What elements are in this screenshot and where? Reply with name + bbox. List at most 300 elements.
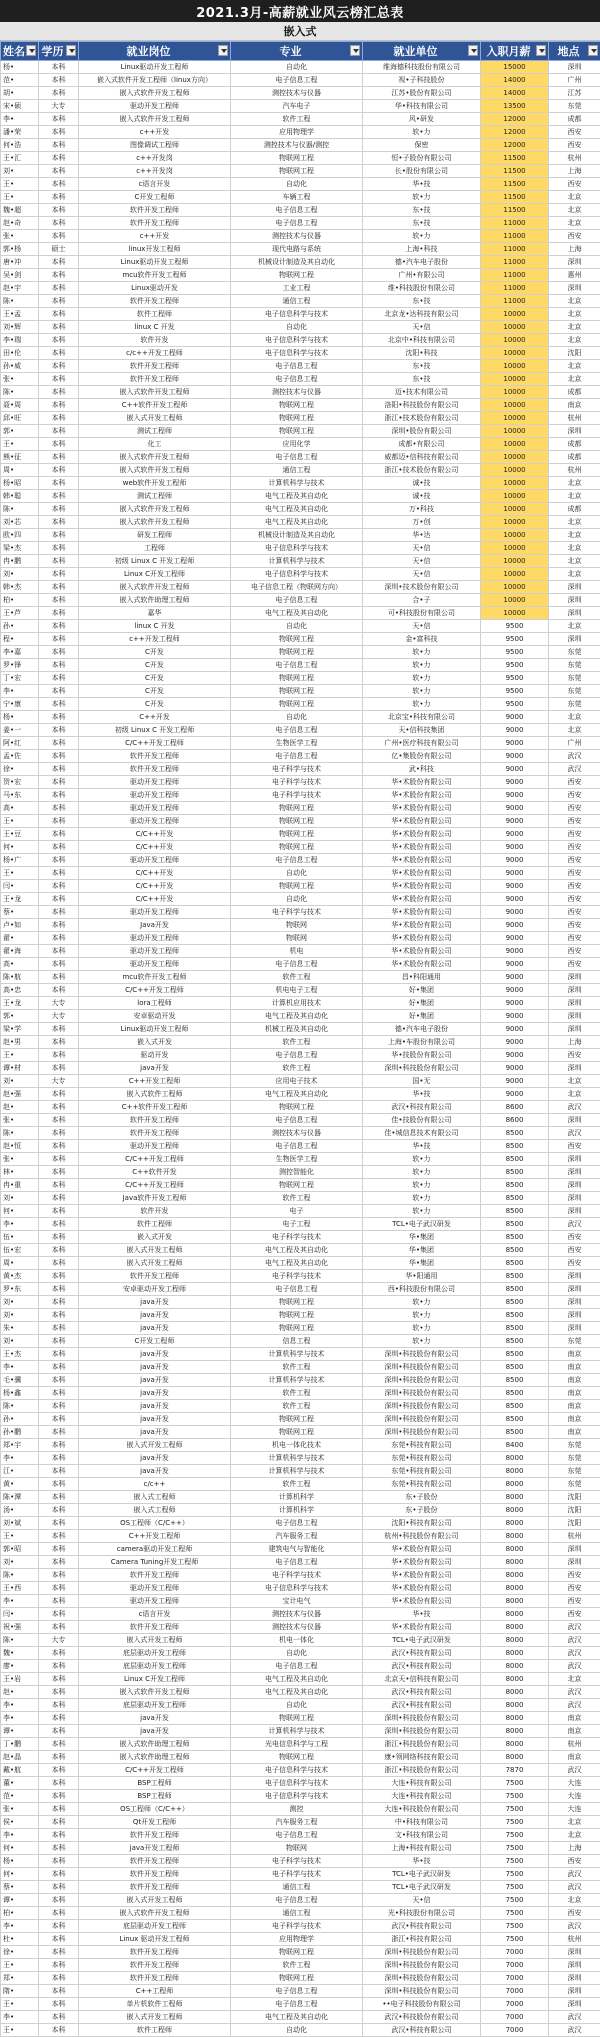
- cell-location[interactable]: 杭州: [549, 152, 600, 165]
- cell-location[interactable]: 武汉: [549, 1881, 600, 1894]
- cell-location[interactable]: 深圳: [549, 997, 600, 1010]
- cell-name[interactable]: 毛•骥: [1, 1374, 39, 1387]
- cell-job[interactable]: C/C++开发: [79, 841, 231, 854]
- cell-employer[interactable]: 中•科技有限公司: [363, 1816, 481, 1829]
- cell-name[interactable]: 闫•: [1, 880, 39, 893]
- cell-major[interactable]: 自动化: [231, 1647, 363, 1660]
- cell-name[interactable]: 杨•: [1, 1855, 39, 1868]
- cell-name[interactable]: 孟•佐: [1, 750, 39, 763]
- cell-job[interactable]: 底层驱动开发工程师: [79, 1920, 231, 1933]
- cell-job[interactable]: 软件开发工程师: [79, 1855, 231, 1868]
- cell-employer[interactable]: 保密: [363, 139, 481, 152]
- cell-name[interactable]: 王•: [1, 2024, 39, 2037]
- cell-name[interactable]: 杜•: [1, 1933, 39, 1946]
- cell-education[interactable]: 本科: [39, 1868, 79, 1881]
- cell-location[interactable]: 武汉: [549, 2024, 600, 2037]
- cell-major[interactable]: 电子信息工程: [231, 1114, 363, 1127]
- cell-location[interactable]: 北京: [549, 191, 600, 204]
- cell-location[interactable]: 北京: [549, 1894, 600, 1907]
- cell-name[interactable]: 聂•周: [1, 399, 39, 412]
- cell-education[interactable]: 本科: [39, 1218, 79, 1231]
- cell-employer[interactable]: 东莞•科技有限公司: [363, 1452, 481, 1465]
- cell-salary[interactable]: 10000: [481, 542, 549, 555]
- cell-salary[interactable]: 10000: [481, 477, 549, 490]
- cell-major[interactable]: 汽车服务工程: [231, 1816, 363, 1829]
- cell-location[interactable]: 武汉: [549, 1920, 600, 1933]
- cell-major[interactable]: 测控技术与仪器: [231, 1608, 363, 1621]
- cell-job[interactable]: BSP工程师: [79, 1790, 231, 1803]
- cell-employer[interactable]: 软•力: [363, 1179, 481, 1192]
- cell-education[interactable]: 本科: [39, 1504, 79, 1517]
- cell-salary[interactable]: 9000: [481, 893, 549, 906]
- cell-major[interactable]: 物联网工程: [231, 698, 363, 711]
- cell-employer[interactable]: 华•术股份有限公司: [363, 1543, 481, 1556]
- cell-major[interactable]: 电气工程及其自动化: [231, 1686, 363, 1699]
- cell-employer[interactable]: 北京龙•达科技有限公司: [363, 308, 481, 321]
- cell-location[interactable]: 西安: [549, 178, 600, 191]
- cell-education[interactable]: 本科: [39, 1296, 79, 1309]
- cell-education[interactable]: 大专: [39, 997, 79, 1010]
- cell-employer[interactable]: 东莞•科技有限公司: [363, 1439, 481, 1452]
- cell-location[interactable]: 北京: [549, 1829, 600, 1842]
- cell-education[interactable]: 本科: [39, 113, 79, 126]
- cell-location[interactable]: 武汉: [549, 1868, 600, 1881]
- cell-major[interactable]: 自动化: [231, 178, 363, 191]
- cell-education[interactable]: 本科: [39, 1777, 79, 1790]
- cell-major[interactable]: 计算机科学与技术: [231, 477, 363, 490]
- cell-salary[interactable]: 8500: [481, 1153, 549, 1166]
- cell-job[interactable]: 软件开发工程师: [79, 763, 231, 776]
- cell-salary[interactable]: 9000: [481, 997, 549, 1010]
- cell-job[interactable]: 安卓驱动开发工程师: [79, 1283, 231, 1296]
- cell-job[interactable]: Java开发: [79, 919, 231, 932]
- cell-location[interactable]: 西安: [549, 802, 600, 815]
- cell-education[interactable]: 本科: [39, 750, 79, 763]
- cell-education[interactable]: 本科: [39, 1803, 79, 1816]
- cell-name[interactable]: 王•龙: [1, 893, 39, 906]
- cell-education[interactable]: 本科: [39, 1452, 79, 1465]
- cell-job[interactable]: 软件开发工程师: [79, 1829, 231, 1842]
- cell-employer[interactable]: 武汉•科技股份有限公司: [363, 2011, 481, 2024]
- cell-major[interactable]: 机电一体化技术: [231, 1439, 363, 1452]
- cell-name[interactable]: 翟•: [1, 932, 39, 945]
- cell-salary[interactable]: 9500: [481, 659, 549, 672]
- cell-major[interactable]: 物联网工程: [231, 425, 363, 438]
- cell-education[interactable]: 本科: [39, 620, 79, 633]
- cell-major[interactable]: 计算机科学与技术: [231, 1348, 363, 1361]
- cell-salary[interactable]: 8500: [481, 1348, 549, 1361]
- cell-major[interactable]: 物联网工程: [231, 1101, 363, 1114]
- cell-major[interactable]: 宝计电气: [231, 1595, 363, 1608]
- cell-salary[interactable]: 11000: [481, 243, 549, 256]
- cell-major[interactable]: 电子信息工程: [231, 217, 363, 230]
- cell-name[interactable]: 柏•: [1, 1907, 39, 1920]
- cell-name[interactable]: 宋•硕: [1, 100, 39, 113]
- cell-job[interactable]: C/C++开发工程师: [79, 1179, 231, 1192]
- cell-salary[interactable]: 11000: [481, 256, 549, 269]
- cell-salary[interactable]: 9000: [481, 984, 549, 997]
- cell-name[interactable]: 陈•: [1, 1569, 39, 1582]
- cell-salary[interactable]: 9500: [481, 620, 549, 633]
- cell-salary[interactable]: 7500: [481, 1894, 549, 1907]
- cell-location[interactable]: 北京: [549, 711, 600, 724]
- cell-major[interactable]: 电子信息科学与技术: [231, 1582, 363, 1595]
- cell-employer[interactable]: 软•力: [363, 1309, 481, 1322]
- cell-education[interactable]: 本科: [39, 204, 79, 217]
- cell-employer[interactable]: 上海•科技有限公司: [363, 1842, 481, 1855]
- cell-salary[interactable]: 8000: [481, 1660, 549, 1673]
- cell-major[interactable]: 电子信息工程: [231, 1283, 363, 1296]
- cell-name[interactable]: 闫•: [1, 1608, 39, 1621]
- cell-salary[interactable]: 7500: [481, 1868, 549, 1881]
- cell-employer[interactable]: 华•术股份有限公司: [363, 919, 481, 932]
- cell-salary[interactable]: 9000: [481, 841, 549, 854]
- cell-education[interactable]: 本科: [39, 1205, 79, 1218]
- cell-name[interactable]: 赵•强: [1, 1088, 39, 1101]
- cell-salary[interactable]: 12000: [481, 113, 549, 126]
- cell-major[interactable]: 电气工程及其自动化: [231, 1088, 363, 1101]
- cell-employer[interactable]: 广州•医疗科技有限公司: [363, 737, 481, 750]
- cell-major[interactable]: 工业工程: [231, 282, 363, 295]
- cell-salary[interactable]: 9000: [481, 1023, 549, 1036]
- cell-salary[interactable]: 11000: [481, 269, 549, 282]
- filter-dropdown-icon[interactable]: [588, 45, 598, 56]
- cell-employer[interactable]: 武汉•科技有限公司: [363, 1920, 481, 1933]
- cell-education[interactable]: 本科: [39, 1764, 79, 1777]
- cell-location[interactable]: 西安: [549, 828, 600, 841]
- cell-major[interactable]: 生物医学工程: [231, 1153, 363, 1166]
- cell-employer[interactable]: 深圳•科技股份有限公司: [363, 1426, 481, 1439]
- cell-major[interactable]: 软件工程: [231, 971, 363, 984]
- cell-employer[interactable]: 天•信: [363, 321, 481, 334]
- header-name[interactable]: [1, 42, 39, 61]
- cell-salary[interactable]: 7500: [481, 1842, 549, 1855]
- cell-salary[interactable]: 10000: [481, 386, 549, 399]
- cell-location[interactable]: 上海: [549, 1036, 600, 1049]
- cell-name[interactable]: 熊•征: [1, 451, 39, 464]
- cell-education[interactable]: 本科: [39, 178, 79, 191]
- cell-education[interactable]: 本科: [39, 724, 79, 737]
- cell-name[interactable]: 何•: [1, 1842, 39, 1855]
- cell-employer[interactable]: 软•力: [363, 1205, 481, 1218]
- cell-location[interactable]: 大连: [549, 1777, 600, 1790]
- cell-education[interactable]: 本科: [39, 1478, 79, 1491]
- cell-education[interactable]: 本科: [39, 2024, 79, 2037]
- cell-employer[interactable]: 软•力: [363, 672, 481, 685]
- cell-job[interactable]: 嵌入式工程师: [79, 1491, 231, 1504]
- cell-location[interactable]: 武汉: [549, 1660, 600, 1673]
- cell-education[interactable]: 本科: [39, 1101, 79, 1114]
- cell-location[interactable]: 南京: [549, 1348, 600, 1361]
- cell-education[interactable]: 大专: [39, 1634, 79, 1647]
- cell-major[interactable]: 电子信息工程（物联网方向）: [231, 581, 363, 594]
- cell-name[interactable]: 何•浩: [1, 139, 39, 152]
- cell-major[interactable]: 电子信息科学与技术: [231, 1777, 363, 1790]
- cell-employer[interactable]: 北京宝•科技有限公司: [363, 711, 481, 724]
- cell-salary[interactable]: 7500: [481, 1803, 549, 1816]
- cell-education[interactable]: 本科: [39, 763, 79, 776]
- cell-location[interactable]: 深圳: [549, 1023, 600, 1036]
- cell-employer[interactable]: 江苏•股份有限公司: [363, 87, 481, 100]
- cell-job[interactable]: 软件工程师: [79, 2024, 231, 2037]
- cell-major[interactable]: 机电电子工程: [231, 984, 363, 997]
- cell-location[interactable]: 深圳: [549, 1010, 600, 1023]
- cell-employer[interactable]: 深圳•科技股份有限公司: [363, 1348, 481, 1361]
- cell-job[interactable]: 初级 Linux C 开发工程师: [79, 555, 231, 568]
- cell-salary[interactable]: 7500: [481, 1816, 549, 1829]
- cell-job[interactable]: C++开发工程师: [79, 1075, 231, 1088]
- cell-job[interactable]: c++开发工程师: [79, 633, 231, 646]
- cell-education[interactable]: 本科: [39, 1413, 79, 1426]
- cell-employer[interactable]: 亿•集股份有限公司: [363, 750, 481, 763]
- cell-salary[interactable]: 8500: [481, 1140, 549, 1153]
- cell-name[interactable]: 董•: [1, 1777, 39, 1790]
- cell-name[interactable]: 杨•: [1, 711, 39, 724]
- cell-name[interactable]: 李•: [1, 113, 39, 126]
- cell-education[interactable]: 本科: [39, 1946, 79, 1959]
- cell-location[interactable]: 武汉: [549, 1621, 600, 1634]
- cell-job[interactable]: C开发工程师: [79, 1335, 231, 1348]
- cell-employer[interactable]: 华•集团: [363, 1231, 481, 1244]
- cell-salary[interactable]: 10000: [481, 516, 549, 529]
- cell-job[interactable]: 软件开发工程师: [79, 204, 231, 217]
- cell-education[interactable]: 本科: [39, 841, 79, 854]
- cell-salary[interactable]: 10000: [481, 529, 549, 542]
- cell-name[interactable]: 李•: [1, 1699, 39, 1712]
- cell-job[interactable]: camera驱动开发工程师: [79, 1543, 231, 1556]
- cell-salary[interactable]: 7500: [481, 1855, 549, 1868]
- cell-major[interactable]: 应用电子技术: [231, 1075, 363, 1088]
- cell-major[interactable]: 电子信息科学与技术: [231, 568, 363, 581]
- cell-location[interactable]: 深圳: [549, 1166, 600, 1179]
- cell-employer[interactable]: 长•股份有限公司: [363, 165, 481, 178]
- cell-salary[interactable]: 9000: [481, 867, 549, 880]
- cell-salary[interactable]: 9000: [481, 945, 549, 958]
- cell-location[interactable]: 西安: [549, 230, 600, 243]
- cell-employer[interactable]: 深圳•科技股份有限公司: [363, 1959, 481, 1972]
- cell-major[interactable]: 物联网工程: [231, 1309, 363, 1322]
- cell-location[interactable]: 西安: [549, 1140, 600, 1153]
- cell-location[interactable]: 武汉: [549, 1634, 600, 1647]
- cell-location[interactable]: 成都: [549, 438, 600, 451]
- cell-education[interactable]: 本科: [39, 815, 79, 828]
- cell-job[interactable]: C++开发: [79, 711, 231, 724]
- cell-name[interactable]: 何•: [1, 841, 39, 854]
- cell-salary[interactable]: 7000: [481, 1985, 549, 1998]
- cell-name[interactable]: 刘•: [1, 165, 39, 178]
- cell-employer[interactable]: 软•力: [363, 1335, 481, 1348]
- cell-salary[interactable]: 8500: [481, 1192, 549, 1205]
- cell-education[interactable]: 本科: [39, 451, 79, 464]
- cell-education[interactable]: 本科: [39, 646, 79, 659]
- cell-major[interactable]: 物联网: [231, 932, 363, 945]
- cell-employer[interactable]: 天•信: [363, 568, 481, 581]
- cell-job[interactable]: 底层驱动开发工程师: [79, 1647, 231, 1660]
- cell-employer[interactable]: 软•力: [363, 646, 481, 659]
- cell-name[interactable]: 范•: [1, 1790, 39, 1803]
- cell-employer[interactable]: 诚•技: [363, 477, 481, 490]
- cell-education[interactable]: 本科: [39, 529, 79, 542]
- cell-location[interactable]: 西安: [549, 1855, 600, 1868]
- cell-education[interactable]: 本科: [39, 1660, 79, 1673]
- cell-major[interactable]: 计算机科学与技术: [231, 1465, 363, 1478]
- cell-salary[interactable]: 11500: [481, 204, 549, 217]
- cell-name[interactable]: 刘•辉: [1, 321, 39, 334]
- cell-location[interactable]: 北京: [549, 373, 600, 386]
- cell-education[interactable]: 大专: [39, 1010, 79, 1023]
- cell-location[interactable]: 深圳: [549, 1959, 600, 1972]
- cell-name[interactable]: 陈•航: [1, 971, 39, 984]
- cell-name[interactable]: 张•: [1, 373, 39, 386]
- cell-location[interactable]: 深圳: [549, 282, 600, 295]
- cell-salary[interactable]: 9000: [481, 1049, 549, 1062]
- cell-employer[interactable]: 天•信: [363, 620, 481, 633]
- cell-major[interactable]: 测控技术与仪器: [231, 1621, 363, 1634]
- cell-major[interactable]: 应用物理学: [231, 1933, 363, 1946]
- cell-salary[interactable]: 8500: [481, 1296, 549, 1309]
- cell-salary[interactable]: 11500: [481, 152, 549, 165]
- cell-major[interactable]: 电子信息工程: [231, 1049, 363, 1062]
- cell-job[interactable]: 软件开发工程师: [79, 1868, 231, 1881]
- cell-location[interactable]: 杭州: [549, 1933, 600, 1946]
- cell-location[interactable]: 东莞: [549, 1439, 600, 1452]
- cell-name[interactable]: 唐•冲: [1, 256, 39, 269]
- cell-major[interactable]: 自动化: [231, 321, 363, 334]
- cell-name[interactable]: 高•忠: [1, 984, 39, 997]
- cell-employer[interactable]: TCL•电子武汉研发: [363, 1634, 481, 1647]
- cell-employer[interactable]: 风•研发: [363, 113, 481, 126]
- cell-employer[interactable]: 佳•技股份有限公司: [363, 1114, 481, 1127]
- cell-major[interactable]: 物联网工程: [231, 1972, 363, 1985]
- cell-name[interactable]: 赵•男: [1, 1036, 39, 1049]
- cell-salary[interactable]: 9000: [481, 1088, 549, 1101]
- cell-name[interactable]: 李•: [1, 2011, 39, 2024]
- cell-employer[interactable]: 光•科技股份有限公司: [363, 1907, 481, 1920]
- cell-employer[interactable]: 华•达: [363, 529, 481, 542]
- cell-employer[interactable]: 好•集团: [363, 1010, 481, 1023]
- cell-job[interactable]: java开发: [79, 1309, 231, 1322]
- cell-major[interactable]: 软件工程: [231, 1062, 363, 1075]
- cell-location[interactable]: 广州: [549, 737, 600, 750]
- cell-employer[interactable]: 威都迈•信科技有限公司: [363, 451, 481, 464]
- cell-employer[interactable]: TCL•电子武汉研发: [363, 1868, 481, 1881]
- cell-employer[interactable]: 沈阳•科技有限公司: [363, 1517, 481, 1530]
- cell-name[interactable]: 王•: [1, 815, 39, 828]
- cell-salary[interactable]: 8500: [481, 1270, 549, 1283]
- cell-name[interactable]: 王•: [1, 1959, 39, 1972]
- cell-job[interactable]: 嵌入式开发工程师: [79, 412, 231, 425]
- cell-location[interactable]: 东莞: [549, 672, 600, 685]
- cell-education[interactable]: 本科: [39, 269, 79, 282]
- cell-job[interactable]: linux C 开发: [79, 620, 231, 633]
- cell-major[interactable]: 物联网工程: [231, 815, 363, 828]
- cell-employer[interactable]: 深圳•科技股份有限公司: [363, 1712, 481, 1725]
- cell-name[interactable]: 王•: [1, 1530, 39, 1543]
- cell-job[interactable]: Linux 驱动开发工程师: [79, 1933, 231, 1946]
- cell-job[interactable]: java开发: [79, 1348, 231, 1361]
- cell-education[interactable]: 本科: [39, 1517, 79, 1530]
- cell-location[interactable]: 南京: [549, 1712, 600, 1725]
- cell-employer[interactable]: 软•力: [363, 685, 481, 698]
- cell-major[interactable]: 物联网: [231, 919, 363, 932]
- cell-name[interactable]: 李•: [1, 1595, 39, 1608]
- cell-salary[interactable]: 7000: [481, 1946, 549, 1959]
- cell-name[interactable]: 刘•斌: [1, 1517, 39, 1530]
- cell-major[interactable]: 电气工程及其自动化: [231, 1010, 363, 1023]
- cell-job[interactable]: 嵌入式软件工程师: [79, 1088, 231, 1101]
- cell-location[interactable]: 北京: [549, 542, 600, 555]
- cell-name[interactable]: 徐•: [1, 1946, 39, 1959]
- cell-name[interactable]: 王•杰: [1, 1348, 39, 1361]
- cell-salary[interactable]: 8000: [481, 1634, 549, 1647]
- cell-employer[interactable]: 华•技: [363, 1608, 481, 1621]
- cell-salary[interactable]: 8000: [481, 1504, 549, 1517]
- cell-name[interactable]: 冉•鹏: [1, 555, 39, 568]
- cell-major[interactable]: 电子科学与技术: [231, 789, 363, 802]
- cell-salary[interactable]: 8000: [481, 1582, 549, 1595]
- cell-location[interactable]: 北京: [549, 620, 600, 633]
- cell-salary[interactable]: 8000: [481, 1452, 549, 1465]
- cell-location[interactable]: 深圳: [549, 1946, 600, 1959]
- cell-employer[interactable]: 北京天•信科技有限公司: [363, 1673, 481, 1686]
- cell-location[interactable]: 西安: [549, 139, 600, 152]
- cell-major[interactable]: 物联网工程: [231, 1296, 363, 1309]
- cell-location[interactable]: 深圳: [549, 971, 600, 984]
- cell-major[interactable]: 电子信息工程: [231, 594, 363, 607]
- cell-education[interactable]: 本科: [39, 906, 79, 919]
- cell-education[interactable]: 本科: [39, 984, 79, 997]
- cell-employer[interactable]: 华•术股份有限公司: [363, 1582, 481, 1595]
- cell-location[interactable]: 武汉: [549, 1127, 600, 1140]
- cell-name[interactable]: 王•: [1, 438, 39, 451]
- cell-location[interactable]: 东莞: [549, 646, 600, 659]
- cell-name[interactable]: 张•: [1, 1153, 39, 1166]
- cell-education[interactable]: 本科: [39, 1686, 79, 1699]
- cell-education[interactable]: 本科: [39, 854, 79, 867]
- cell-name[interactable]: 王•岩: [1, 1673, 39, 1686]
- cell-salary[interactable]: 7000: [481, 1959, 549, 1972]
- cell-education[interactable]: 本科: [39, 1959, 79, 1972]
- cell-employer[interactable]: 华•集团: [363, 1244, 481, 1257]
- cell-location[interactable]: 西安: [549, 1907, 600, 1920]
- cell-location[interactable]: 大连: [549, 1803, 600, 1816]
- cell-name[interactable]: 欧•四: [1, 529, 39, 542]
- cell-location[interactable]: 深圳: [549, 1556, 600, 1569]
- cell-name[interactable]: 李•: [1, 1452, 39, 1465]
- cell-name[interactable]: 范•: [1, 74, 39, 87]
- cell-major[interactable]: 电气工程及其自动化: [231, 1244, 363, 1257]
- cell-education[interactable]: 本科: [39, 61, 79, 74]
- cell-name[interactable]: 谭•: [1, 1894, 39, 1907]
- cell-major[interactable]: 测控: [231, 1803, 363, 1816]
- cell-employer[interactable]: 杭州•科技股份有限公司: [363, 1530, 481, 1543]
- cell-education[interactable]: 本科: [39, 1595, 79, 1608]
- cell-salary[interactable]: 13500: [481, 100, 549, 113]
- cell-job[interactable]: C++工程师: [79, 1985, 231, 1998]
- cell-employer[interactable]: 华•术股份有限公司: [363, 1595, 481, 1608]
- cell-major[interactable]: 物联网工程: [231, 1322, 363, 1335]
- cell-major[interactable]: 电子科学与技术: [231, 1868, 363, 1881]
- cell-salary[interactable]: 9000: [481, 919, 549, 932]
- cell-major[interactable]: 电子信息工程: [231, 1829, 363, 1842]
- cell-job[interactable]: 驱动开发工程师: [79, 776, 231, 789]
- cell-employer[interactable]: 德•汽车电子股份: [363, 1023, 481, 1036]
- cell-employer[interactable]: 软•力: [363, 230, 481, 243]
- cell-major[interactable]: 物联网工程: [231, 1712, 363, 1725]
- cell-location[interactable]: 西安: [549, 1231, 600, 1244]
- cell-employer[interactable]: 天•信: [363, 1894, 481, 1907]
- cell-location[interactable]: 北京: [549, 555, 600, 568]
